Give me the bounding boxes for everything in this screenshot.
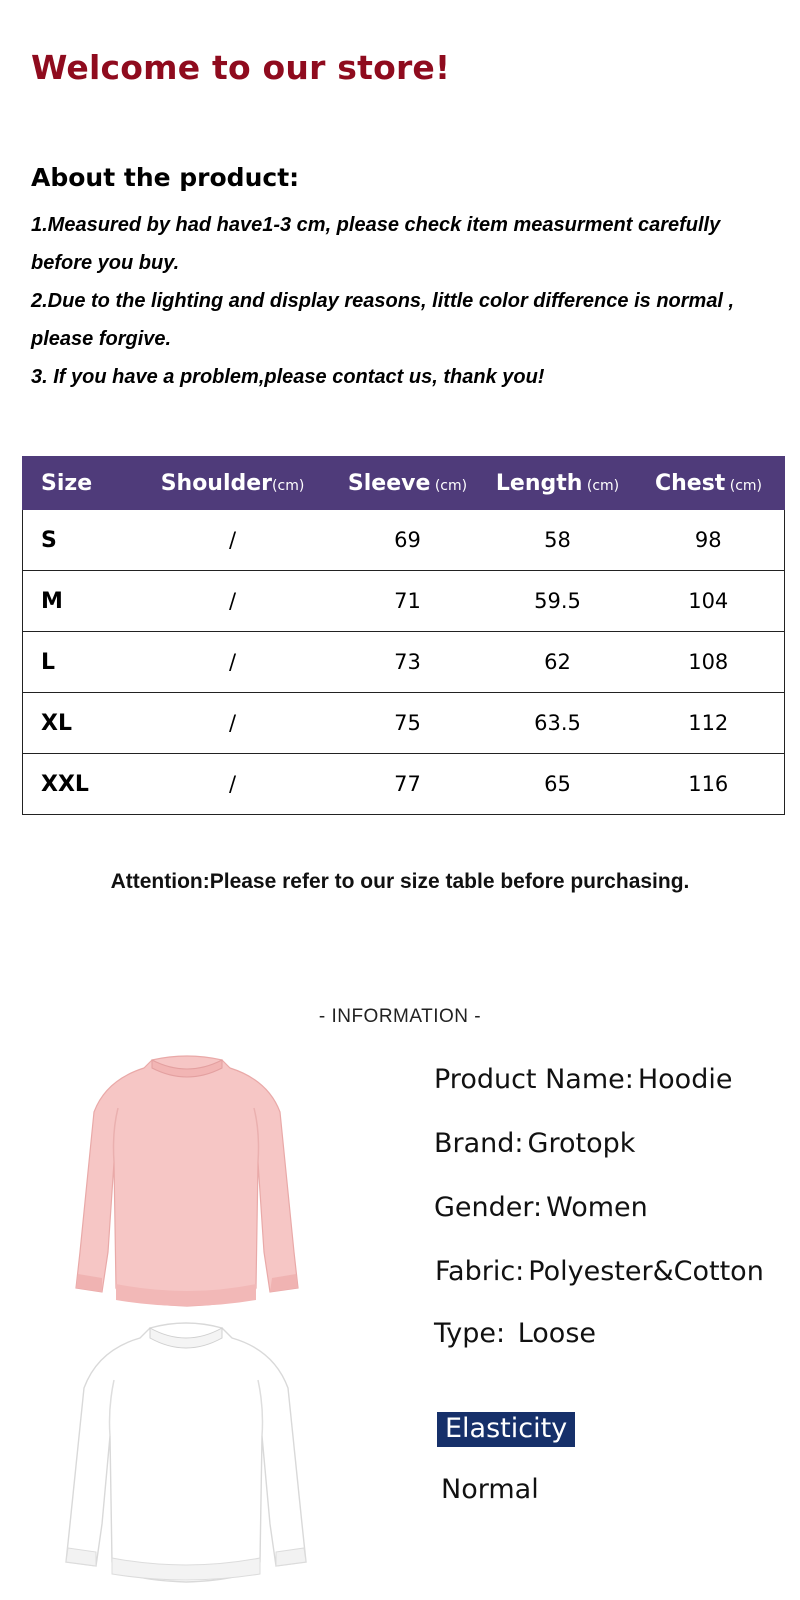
elasticity-value: Normal bbox=[441, 1474, 539, 1505]
table-row bbox=[23, 754, 785, 815]
white-sweatshirt-image bbox=[62, 1318, 310, 1586]
note-line: 2.Due to the lighting and display reasons, little color difference is normal , bbox=[31, 290, 735, 312]
header-shoulder: Shoulder(cm) bbox=[133, 457, 333, 510]
cell-length: 62 bbox=[483, 632, 633, 693]
cell-size: XL bbox=[23, 693, 133, 754]
cell-shoulder: / bbox=[133, 510, 333, 571]
cell-shoulder: / bbox=[133, 754, 333, 815]
header-length: Length (cm) bbox=[483, 457, 633, 510]
welcome-title: Welcome to our store! bbox=[31, 48, 451, 87]
spec-type: Type: Loose bbox=[434, 1318, 596, 1349]
cell-length: 65 bbox=[483, 754, 633, 815]
size-table-header bbox=[23, 457, 785, 510]
cell-chest: 112 bbox=[633, 693, 785, 754]
table-row bbox=[23, 693, 785, 754]
note-line: please forgive. bbox=[31, 328, 172, 350]
header-chest: Chest (cm) bbox=[633, 457, 785, 510]
cell-size: M bbox=[23, 571, 133, 632]
cell-chest: 98 bbox=[633, 510, 785, 571]
cell-sleeve: 69 bbox=[333, 510, 483, 571]
size-table bbox=[22, 456, 785, 815]
cell-size: XXL bbox=[23, 754, 133, 815]
cell-sleeve: 75 bbox=[333, 693, 483, 754]
elasticity-badge: Elasticity bbox=[437, 1412, 575, 1447]
pink-sweatshirt-image bbox=[72, 1052, 302, 1314]
cell-length: 58 bbox=[483, 510, 633, 571]
cell-length: 63.5 bbox=[483, 693, 633, 754]
cell-sleeve: 77 bbox=[333, 754, 483, 815]
note-line: 1.Measured by had have1-3 cm, please check item measurment carefully bbox=[31, 214, 721, 236]
cell-shoulder: / bbox=[133, 693, 333, 754]
information-heading: - INFORMATION - bbox=[318, 1006, 482, 1027]
cell-sleeve: 71 bbox=[333, 571, 483, 632]
table-row bbox=[23, 632, 785, 693]
spec-product-name: Product Name: Hoodie bbox=[434, 1064, 733, 1095]
cell-sleeve: 73 bbox=[333, 632, 483, 693]
header-size: Size bbox=[23, 457, 133, 510]
table-row bbox=[23, 510, 785, 571]
cell-shoulder: / bbox=[133, 632, 333, 693]
about-product-title: About the product: bbox=[31, 163, 300, 192]
spec-brand: Brand: Grotopk bbox=[434, 1128, 636, 1159]
cell-chest: 108 bbox=[633, 632, 785, 693]
note-line: before you buy. bbox=[31, 252, 180, 274]
header-sleeve: Sleeve (cm) bbox=[333, 457, 483, 510]
cell-chest: 104 bbox=[633, 571, 785, 632]
cell-length: 59.5 bbox=[483, 571, 633, 632]
cell-size: S bbox=[23, 510, 133, 571]
cell-chest: 116 bbox=[633, 754, 785, 815]
spec-gender: Gender: Women bbox=[434, 1192, 648, 1223]
cell-shoulder: / bbox=[133, 571, 333, 632]
product-notes bbox=[31, 206, 791, 396]
cell-size: L bbox=[23, 632, 133, 693]
spec-fabric: Fabric: Polyester&Cotton bbox=[435, 1256, 764, 1287]
attention-note: Attention:Please refer to our size table before purchasing. bbox=[110, 870, 690, 893]
table-row bbox=[23, 571, 785, 632]
note-line: 3. If you have a problem,please contact us, thank you! bbox=[31, 366, 545, 388]
